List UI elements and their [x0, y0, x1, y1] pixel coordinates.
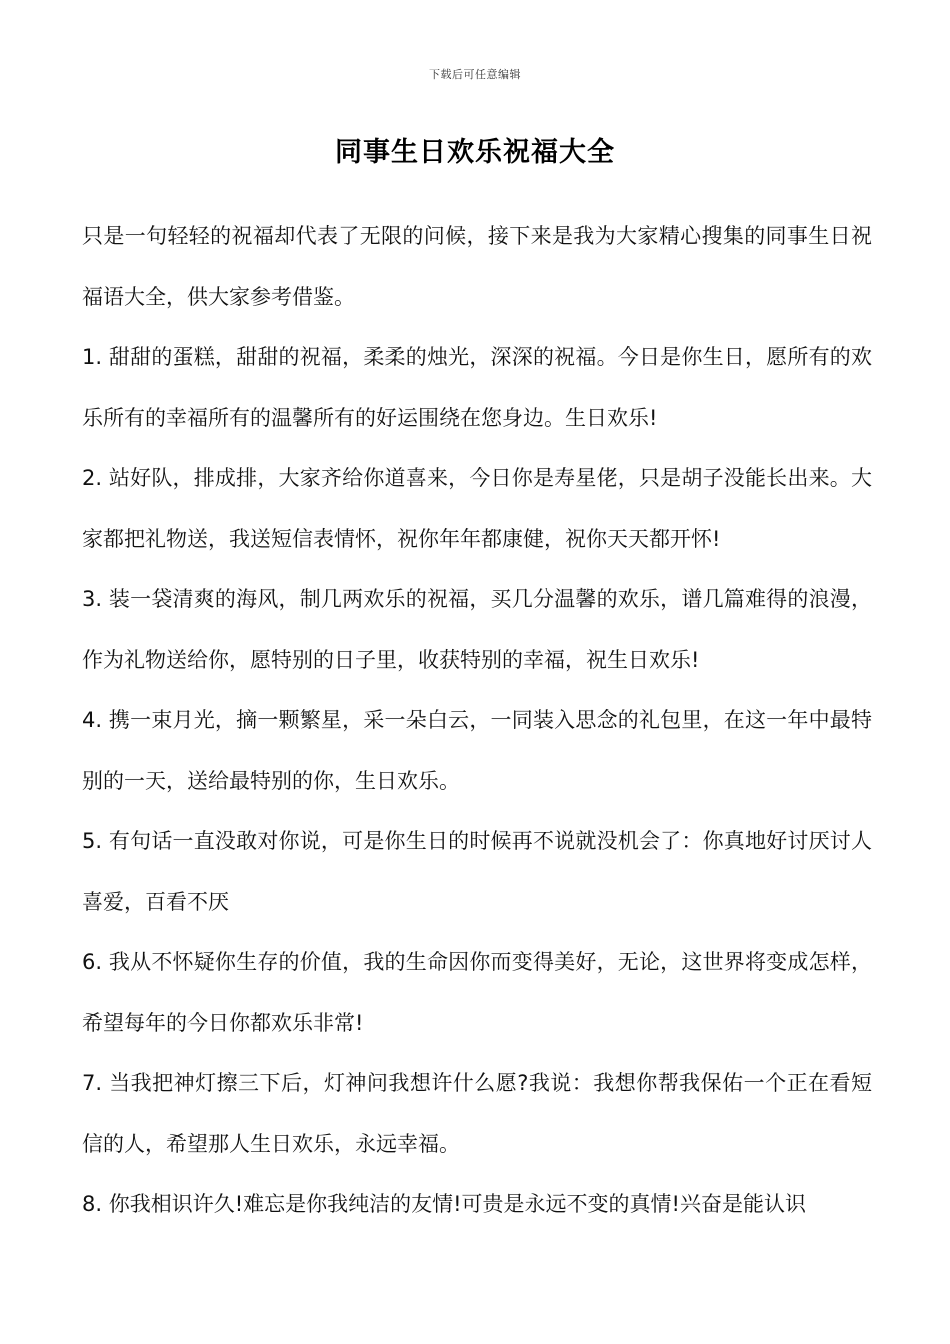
wish-item-1: 1. 甜甜的蛋糕，甜甜的祝福，柔柔的烛光，深深的祝福。今日是你生日，愿所有的欢乐所有的幸福所有的温馨所有的好运围绕在您身边。生日欢乐! — [82, 345, 872, 430]
wish-item-4: 4. 携一束月光，摘一颗繁星，采一朵白云，一同装入思念的礼包里，在这一年中最特别的一天，送给最特别的你，生日欢乐。 — [82, 708, 872, 793]
intro-paragraph: 只是一句轻轻的祝福却代表了无限的问候，接下来是我为大家精心搜集的同事生日祝福语大全，供大家参考借鉴。 — [82, 224, 872, 309]
wish-item-5: 5. 有句话一直没敢对你说，可是你生日的时候再不说就没机会了：你真地好讨厌讨人喜爱，百看不厌 — [82, 829, 872, 914]
document-body — [82, 206, 872, 1235]
wish-item-6: 6. 我从不怀疑你生存的价值，我的生命因你而变得美好，无论，这世界将变成怎样，希望每年的今日你都欢乐非常! — [82, 950, 872, 1035]
wish-item-3: 3. 装一袋清爽的海风，制几两欢乐的祝福，买几分温馨的欢乐，谱几篇难得的浪漫，作为礼物送给你，愿特别的日子里，收获特别的幸福，祝生日欢乐! — [82, 587, 872, 672]
header-note: 下载后可任意编辑 — [429, 68, 521, 81]
page-title: 同事生日欢乐祝福大全 — [335, 137, 615, 168]
wish-item-2: 2. 站好队，排成排，大家齐给你道喜来，今日你是寿星佬，只是胡子没能长出来。大家都把礼物送，我送短信表情怀，祝你年年都康健，祝你天天都开怀! — [82, 466, 872, 551]
wish-item-8: 8. 你我相识许久!难忘是你我纯洁的友情!可贵是永远不变的真情!兴奋是能认识 — [82, 1192, 806, 1216]
wish-item-7: 7. 当我把神灯擦三下后，灯神问我想许什么愿?我说：我想你帮我保佑一个正在看短信的人，希望那人生日欢乐，永远幸福。 — [82, 1071, 872, 1156]
